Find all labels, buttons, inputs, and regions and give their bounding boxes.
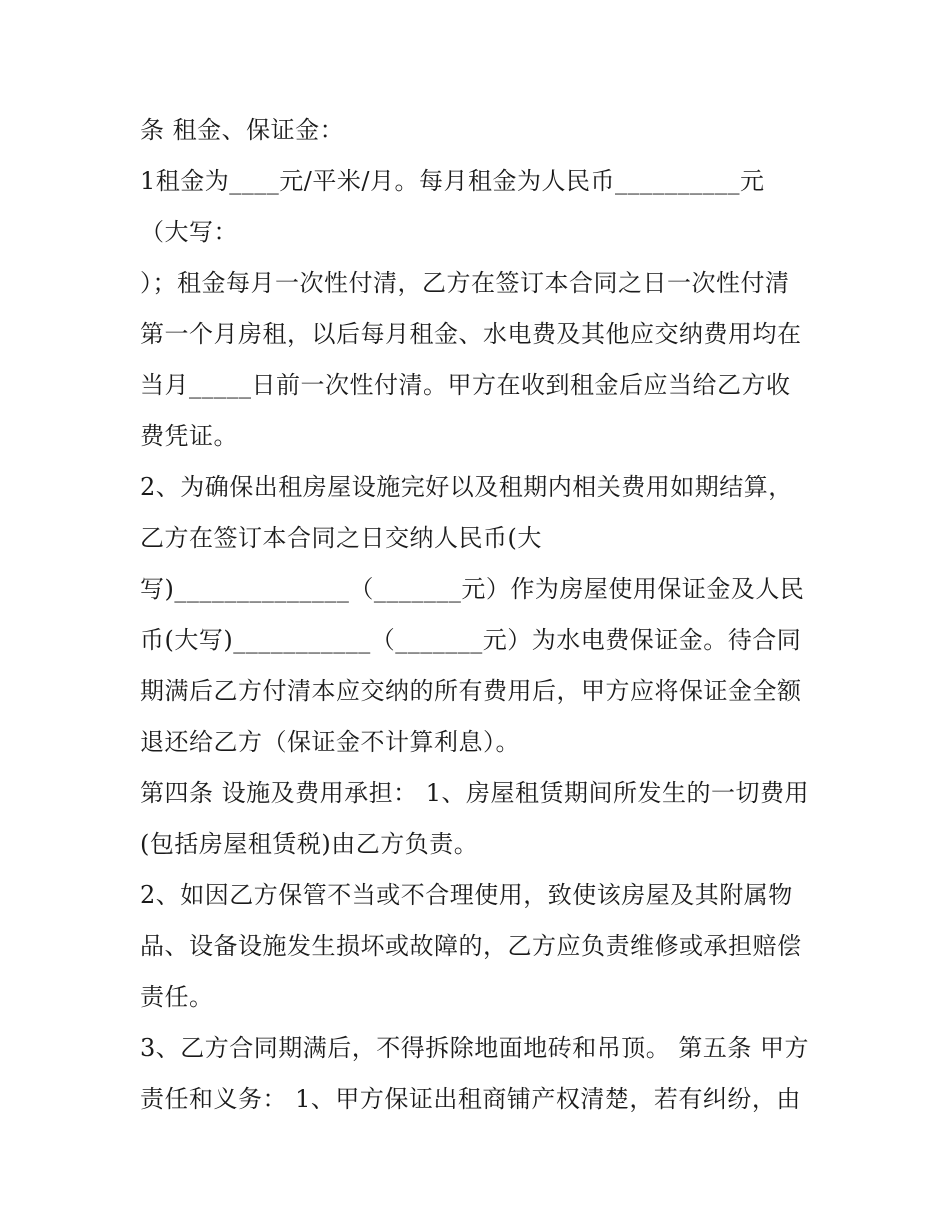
paragraph-line: 品、设备设施发生损坏或故障的，乙方应负责维修或承担赔偿 bbox=[140, 932, 802, 960]
paragraph-line: 费凭证。 bbox=[140, 422, 238, 450]
section-heading-facilities: 第四条 设施及费用承担： 1、房屋租赁期间所发生的一切费用 bbox=[140, 779, 810, 807]
paragraph-line: （大写： bbox=[140, 218, 238, 246]
paragraph-line: (包括房屋租赁税)由乙方负责。 bbox=[140, 830, 479, 858]
paragraph-line: 责任和义务： 1、甲方保证出租商铺产权清楚，若有纠纷，由 bbox=[140, 1085, 801, 1113]
paragraph-line: ）；租金每月一次性付清，乙方在签订本合同之日一次性付清 bbox=[140, 269, 790, 297]
section-heading-rent-deposit: 条 租金、保证金： bbox=[140, 116, 345, 144]
paragraph-line: 3、乙方合同期满后，不得拆除地面地砖和吊顶。 第五条 甲方 bbox=[140, 1034, 810, 1062]
paragraph-line: 第一个月房租，以后每月租金、水电费及其他应交纳费用均在 bbox=[140, 320, 802, 348]
paragraph-line: 2、如因乙方保管不当或不合理使用，致使该房屋及其附属物 bbox=[140, 881, 793, 909]
paragraph-line: 币(大写)___________（_______元）为水电费保证金。待合同 bbox=[140, 626, 802, 654]
paragraph-line: 写)______________（_______元）作为房屋使用保证金及人民 bbox=[140, 575, 805, 603]
paragraph-line: 2、为确保出租房屋设施完好以及租期内相关费用如期结算， bbox=[140, 473, 793, 501]
paragraph-line: 1租金为____元/平米/月。每月租金为人民币__________元 bbox=[140, 167, 765, 195]
paragraph-line: 责任。 bbox=[140, 983, 214, 1011]
paragraph-line: 期满后乙方付清本应交纳的所有费用后，甲方应将保证金全额 bbox=[140, 677, 802, 705]
paragraph-line: 当月_____日前一次性付清。甲方在收到租金后应当给乙方收 bbox=[140, 371, 791, 399]
document-body bbox=[140, 108, 830, 1128]
paragraph-line: 退还给乙方（保证金不计算利息）。 bbox=[140, 728, 520, 756]
paragraph-line: 乙方在签订本合同之日交纳人民币(大 bbox=[140, 524, 542, 552]
